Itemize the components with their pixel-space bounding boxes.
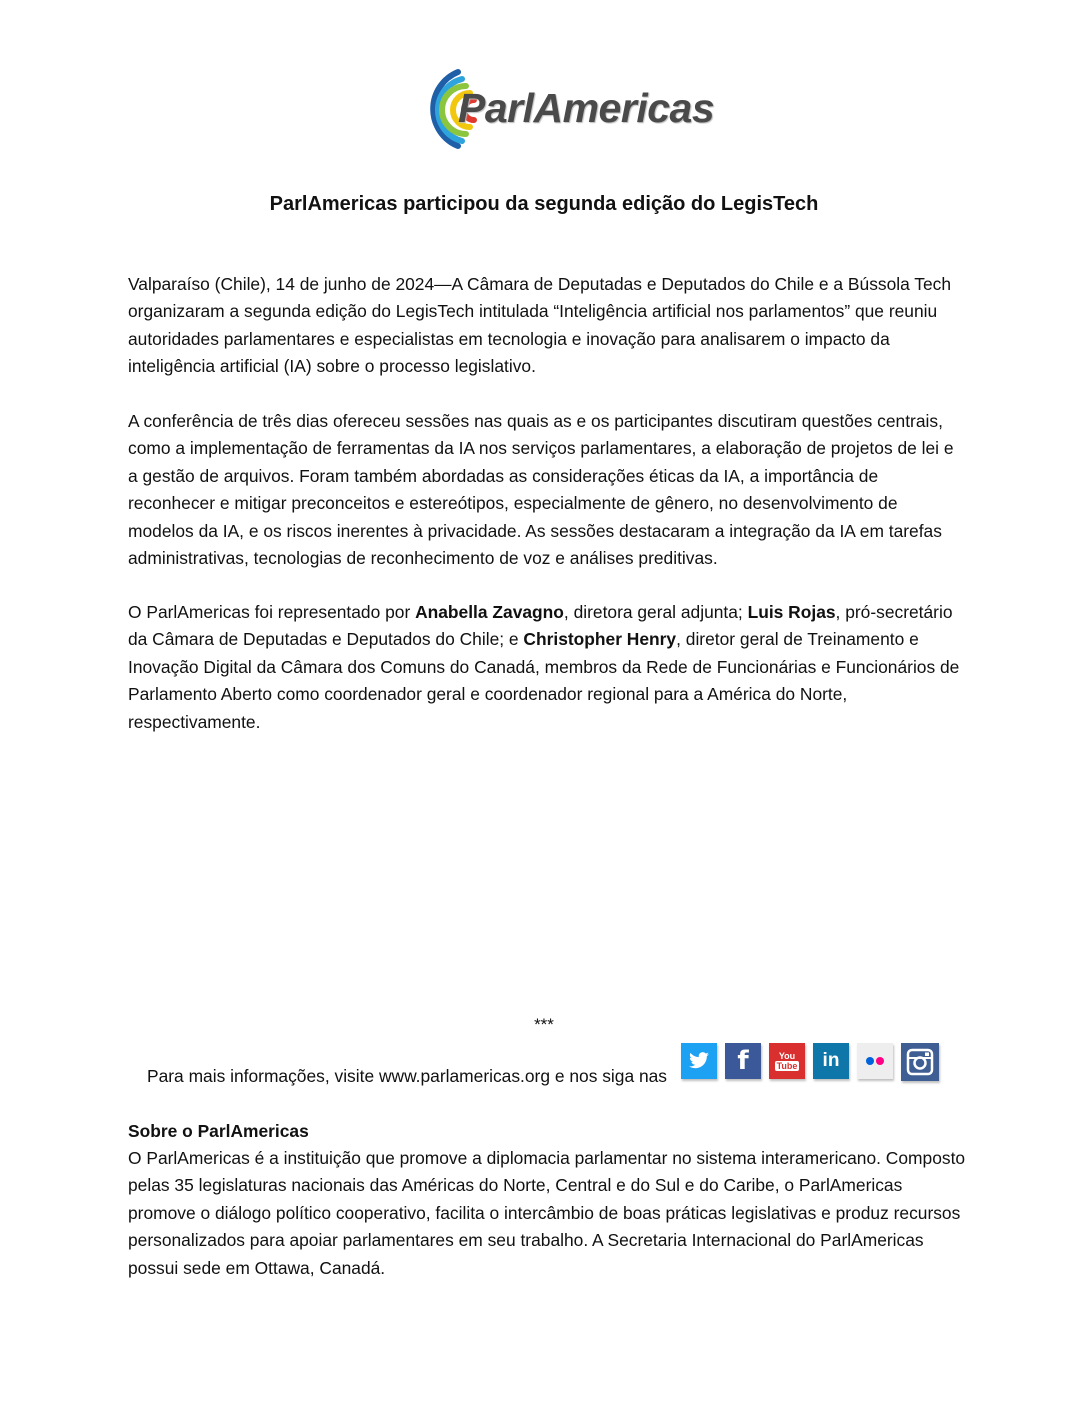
paragraph-intro: Valparaíso (Chile), 14 de junho de 2024—A Câmara de Deputadas e Deputados do Chile e a Bússola Tech organizaram a segunda edição do LegisTech intitulada “Inteligência artificial nos parlamentos” que reuniu autoridades parlamentares e especialistas em tecnologia e inovação para analisarem o impacto da inteligência artificial (IA) sobre o processo legislativo. — [128, 274, 952, 377]
logo-text: ParlAmericas — [458, 85, 715, 131]
page-title: ParlAmericas participou da segunda edição do LegisTech — [269, 193, 819, 215]
flickr-icon[interactable] — [857, 1043, 893, 1079]
separator: *** — [534, 1015, 554, 1034]
person-name-3: Christopher Henry — [523, 629, 677, 650]
para3-text-1: O ParlAmericas foi representado por — [128, 602, 416, 622]
para3-text-4: , diretor geral de Treinamento e Inovação Digital da Câmara dos Comuns do Canadá, membros da Rede de Funcionárias e Funcionários de Parlamento Aberto como coordenador geral e coordenador regional para a América do Norte, respectivamente. — [128, 629, 960, 732]
info-text: Para mais informações, visite www.parlamericas.org e nos siga nas — [147, 1066, 667, 1086]
youtube-icon[interactable]: You Tube — [769, 1043, 805, 1079]
twitter-icon[interactable] — [681, 1043, 717, 1079]
person-name-1: Anabella Zavagno — [415, 602, 564, 622]
paragraph-representatives — [128, 599, 968, 736]
parlamericas-logo — [410, 66, 715, 150]
about-heading: Sobre o ParlAmericas — [128, 1121, 309, 1141]
para3-text-2: , diretora geral adjunta; — [563, 602, 748, 622]
person-name-2: Luis Rojas — [747, 602, 836, 622]
linkedin-icon[interactable]: in — [813, 1043, 849, 1079]
about-paragraph: O ParlAmericas é a instituição que promove a diplomacia parlamentar no sistema interamericano. Composto pelas 35 legislaturas nacionais das Américas do Norte, Central e do Sul e do Caribe, o ParlAmericas promove o diálogo político cooperativo, facilita o intercâmbio de boas práticas legislativas e produz recursos personalizados para apoiar parlamentares em seu trabalho. A Secretaria Internacional do ParlAmericas possui sede em Ottawa, Canadá. — [128, 1148, 966, 1278]
instagram-icon[interactable] — [901, 1043, 939, 1081]
para3-text-3: , pró-secretário da Câmara de Deputadas e Deputados do Chile; e — [128, 602, 953, 650]
facebook-icon[interactable]: f — [725, 1043, 761, 1079]
paragraph-conference: A conferência de três dias ofereceu sessões nas quais as e os participantes discutiram questões centrais, como a implementação de ferramentas da IA nos serviços parlamentares, a elaboração de projetos de lei e a gestão de arquivos. Foram também abordadas as considerações éticas da IA, a importância de reconhecer e mitigar preconceitos e estereótipos, especialmente de gênero, no desenvolvimento de modelos da IA, e os riscos inerentes à privacidade. As sessões destacaram a integração da IA em tarefas administrativas, tecnologias de reconhecimento de voz e análises preditivas. — [128, 411, 954, 569]
